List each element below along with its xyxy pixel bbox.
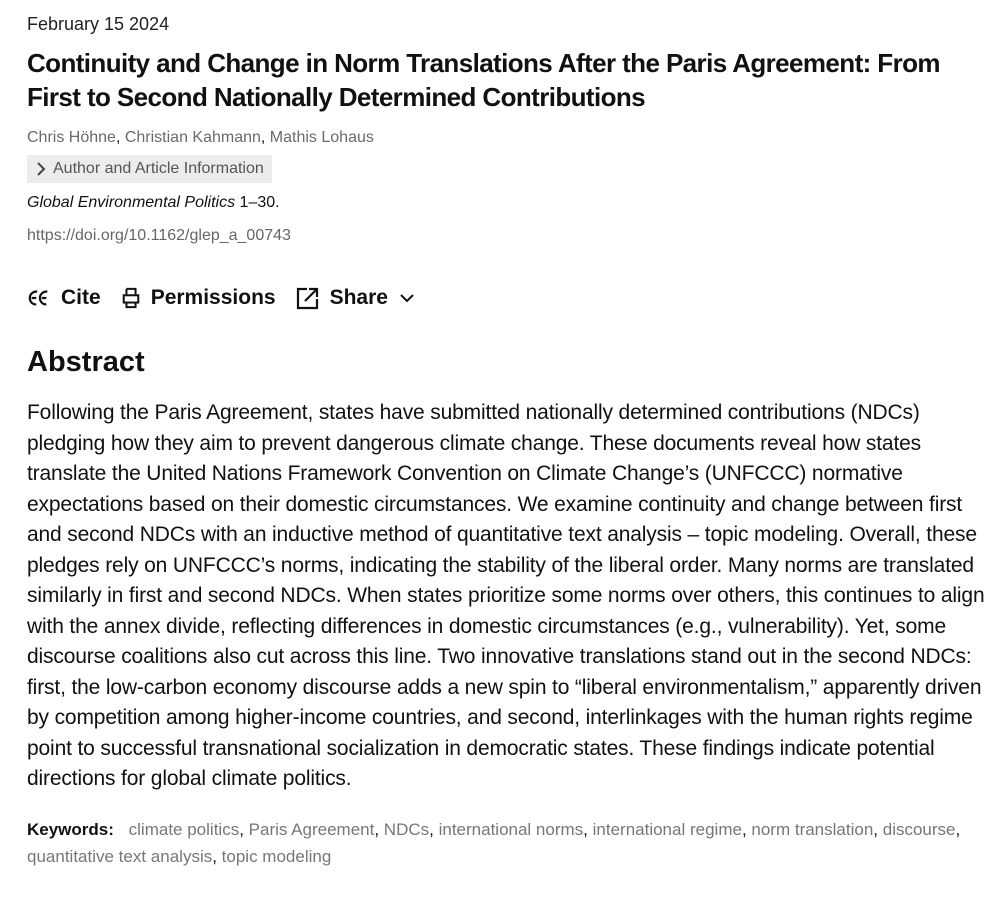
cite-label: Cite — [61, 286, 101, 309]
permissions-button[interactable] — [121, 286, 276, 310]
author-info-label: Author and Article Information — [53, 160, 264, 177]
article-title: Continuity and Change in Norm Translations After the Paris Agreement: From First to Second Nationally Determined Contributions — [27, 48, 940, 112]
keyword-link[interactable]: international norms — [438, 819, 584, 839]
journal-citation — [27, 192, 973, 214]
keyword-link[interactable]: international regime — [592, 819, 742, 839]
doi-link[interactable]: https://doi.org/10.1162/glep_a_00743 — [27, 227, 291, 244]
publication-date: February 15 2024 — [27, 14, 170, 34]
quote-icon — [27, 288, 51, 308]
journal-pages: 1–30. — [235, 194, 280, 211]
permissions-icon — [121, 286, 141, 310]
abstract-text: Following the Paris Agreement, states have submitted nationally determined contributions (NDCs) pledging how they aim to prevent dangerous climate change. These documents reveal how states translate the United Nations Framework Convention on Climate Change’s (UNFCCC) normative expectations based on their domestic circumstances. We examine continuity and change between first and second NDCs with an inductive method of quantitative text analysis – topic modeling. Overall, these pledges rely on UNFCCC’s norms, indicating the stability of the liberal order. Many norms are translated similarly in first and second NDCs. When states prioritize some norms over others, this continues to align with the annex divide, reflecting differences in domestic circumstances (e.g., vulnerability). Yet, some discourse coalitions also cut across this line. Two innovative translations stand out in the second NDCs: first, the low-carbon economy discourse adds a new spin to “liberal environmentalism,” apparently driven by competition among higher-income countries, and second, interlinkages with the human rights regime point to successful transnational socialization in democratic states. These findings indicate potential directions for global climate politics. — [27, 401, 985, 790]
share-icon — [296, 286, 320, 310]
abstract-heading: Abstract — [27, 346, 145, 378]
cite-button[interactable] — [27, 286, 101, 310]
author-link[interactable]: Christian Kahmann — [124, 129, 261, 146]
keywords-label: Keywords: — [27, 819, 114, 839]
author-link[interactable]: Mathis Lohaus — [269, 129, 374, 146]
article-toolbar — [27, 284, 973, 312]
chevron-down-icon — [400, 293, 414, 303]
doi-line — [27, 225, 973, 247]
share-button[interactable] — [296, 286, 414, 310]
keyword-link[interactable]: discourse — [882, 819, 956, 839]
keyword-link[interactable]: Paris Agreement — [248, 819, 375, 839]
keyword-link[interactable]: climate politics — [128, 819, 240, 839]
keyword-link[interactable]: quantitative text analysis — [27, 846, 213, 866]
permissions-label: Permissions — [150, 286, 276, 309]
keyword-link[interactable]: NDCs — [383, 819, 430, 839]
chevron-right-icon — [35, 162, 47, 176]
author-info-toggle[interactable] — [27, 155, 272, 183]
keywords-list: Keywords: climate politics, Paris Agreement, NDCs, international norms, international regime, norm translation, discourse, quantitative text analysis, topic modeling — [27, 819, 961, 866]
share-label: Share — [329, 286, 388, 309]
keyword-link[interactable]: topic modeling — [221, 846, 332, 866]
author-list: Chris Höhne, Christian Kahmann, Mathis Lohaus — [27, 129, 374, 146]
keyword-link[interactable]: norm translation — [751, 819, 874, 839]
author-link[interactable]: Chris Höhne — [27, 129, 116, 146]
journal-name: Global Environmental Politics — [27, 194, 236, 211]
